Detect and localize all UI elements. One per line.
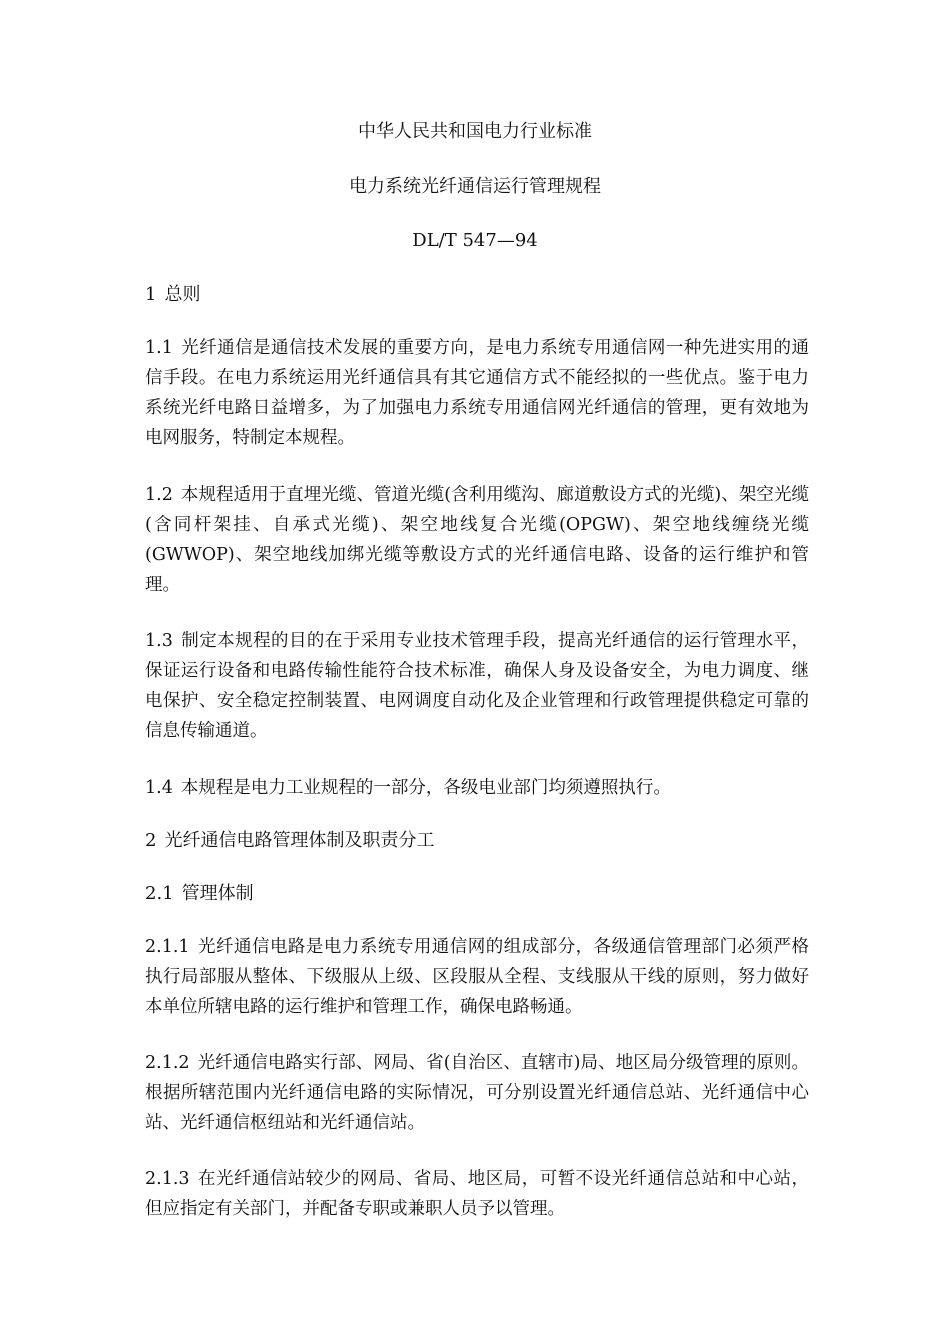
clause-number: 1.3 — [145, 631, 173, 651]
clause-text: 光纤通信电路是电力系统专用通信网的组成部分，各级通信管理部门必须严格执行局部服从整体、下级服从上级、区段服从全程、支线服从干线的原则，努力做好本单位所辖电路的运行维护和管理工作，确保电路畅通。 — [145, 937, 809, 1017]
clause-text: 本规程适用于直埋光缆、管道光缆(含利用缆沟、廊道敷设方式的光缆)、架空光缆(含同杆架挂、自承式光缆)、架空地线复合光缆(OPGW)、架空地线缠绕光缆(GWWOP)、架空地线加绑光缆等敷设方式的光纤通信电路、设备的运行维护和管理。 — [145, 485, 809, 595]
clause-text: 在光纤通信站较少的网局、省局、地区局，可暂不设光纤通信总站和中心站，但应指定有关部门，并配备专职或兼职人员予以管理。 — [145, 1169, 809, 1219]
clause-number: 2.1.2 — [145, 1053, 190, 1073]
clause-text: 制定本规程的目的在于采用专业技术管理手段，提高光纤通信的运行管理水平，保证运行设备和电路传输性能符合技术标准，确保人身及设备安全，为电力调度、继电保护、安全稳定控制装置、电网调度自动化及企业管理和行政管理提供稳定可靠的信息传输通道。 — [145, 631, 809, 741]
clause-2-1-1 — [145, 932, 809, 1022]
clause-number: 1.1 — [145, 338, 173, 358]
clause-2-1-2 — [145, 1048, 809, 1138]
section-title: 总则 — [164, 284, 201, 305]
section-title: 管理体制 — [181, 883, 254, 904]
clause-number: 2.1.1 — [145, 937, 190, 957]
clause-number: 2.1.3 — [145, 1169, 190, 1189]
section-heading-2 — [145, 829, 434, 853]
subsection-heading-2-1 — [145, 882, 254, 906]
org-title: 中华人民共和国电力行业标准 — [358, 121, 592, 142]
clause-number: 1.4 — [145, 778, 173, 798]
section-number: 2 — [145, 830, 157, 851]
doc-title: 电力系统光纤通信运行管理规程 — [349, 176, 601, 197]
section-number: 2.1 — [145, 883, 174, 904]
clause-text: 光纤通信是通信技术发展的重要方向，是电力系统专用通信网一种先进实用的通信手段。在电力系统运用光纤通信具有其它通信方式不能经拟的一些优点。鉴于电力系统光纤电路日益增多，为了加强电力系统专用通信网光纤通信的管理，更有效地为电网服务，特制定本规程。 — [145, 338, 809, 448]
section-number: 1 — [145, 284, 157, 305]
section-heading-1 — [145, 283, 200, 307]
clause-number: 1.2 — [145, 485, 173, 505]
standard-code: DL/T 547—94 — [412, 230, 538, 251]
clause-1-3 — [145, 626, 809, 746]
clause-text: 本规程是电力工业规程的一部分，各级电业部门均须遵照执行。 — [180, 778, 671, 798]
clause-1-1 — [145, 333, 809, 453]
clause-text: 光纤通信电路实行部、网局、省(自治区、直辖市)局、地区局分级管理的原则。根据所辖范围内光纤通信电路的实际情况，可分别设置光纤通信总站、光纤通信中心站、光纤通信枢纽站和光纤通信站。 — [145, 1053, 809, 1133]
clause-2-1-3 — [145, 1164, 809, 1224]
section-title: 光纤通信电路管理体制及职责分工 — [164, 830, 435, 851]
clause-1-2 — [145, 480, 809, 600]
clause-1-4 — [145, 773, 809, 803]
